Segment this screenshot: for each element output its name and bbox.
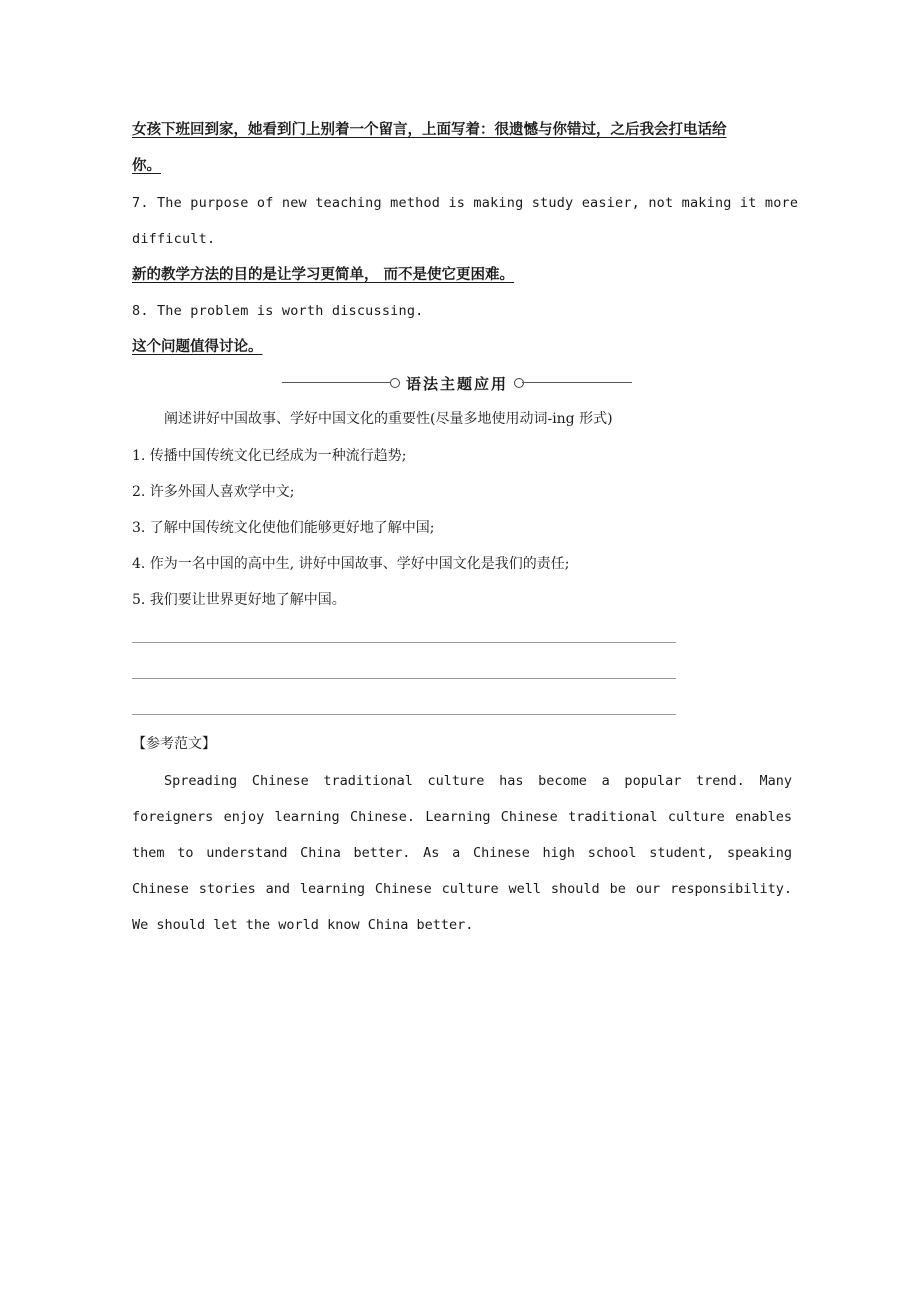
task-point-5: 5. 我们要让世界更好地了解中国。 (132, 592, 346, 608)
section-title: 语法主题应用 (405, 375, 508, 393)
task-point-1: 1. 传播中国传统文化已经成为一种流行趋势; (132, 448, 407, 464)
header-rule-right (522, 382, 632, 383)
answer-8: 这个问题值得讨论。 (132, 339, 263, 355)
answer-blank-line-2[interactable] (132, 678, 676, 679)
question-7-line-2: difficult. (132, 231, 216, 247)
task-point-4: 4. 作为一名中国的高中生, 讲好中国故事、学好中国文化是我们的责任; (132, 556, 570, 572)
header-dot-left-icon (390, 378, 400, 388)
answer-blank-line-1[interactable] (132, 642, 676, 643)
question-7-line-1: 7. The purpose of new teaching method is making study easier, not making it more (132, 195, 799, 211)
task-instruction: 阐述讲好中国故事、学好中国文化的重要性(尽量多地使用动词-ing 形式) (164, 411, 613, 427)
header-rule-left (282, 382, 392, 383)
reference-essay: Spreading Chinese traditional culture has become a popular trend. Many foreigners enjoy learning Chinese. Learning Chinese traditional culture enables them to understand China better. As a Chinese high school student, speaking Chinese stories and learning Chinese culture well should be our responsibility. We should let the world know China better. (132, 773, 792, 933)
question-8: 8. The problem is worth discussing. (132, 303, 424, 319)
section-header (282, 372, 632, 394)
answer-6-line-1: 女孩下班回到家，她看到门上别着一个留言，上面写着：很遗憾与你错过，之后我会打电话给 (132, 122, 727, 138)
task-point-2: 2. 许多外国人喜欢学中文; (132, 484, 295, 500)
answer-blank-line-3[interactable] (132, 714, 676, 715)
answer-6-line-2: 你。 (132, 158, 161, 174)
task-point-3: 3. 了解中国传统文化使他们能够更好地了解中国; (132, 520, 435, 536)
header-dot-right-icon (514, 378, 524, 388)
answer-7: 新的教学方法的目的是让学习更简单， 而不是使它更困难。 (132, 267, 515, 283)
reference-label: 【参考范文】 (132, 736, 216, 752)
